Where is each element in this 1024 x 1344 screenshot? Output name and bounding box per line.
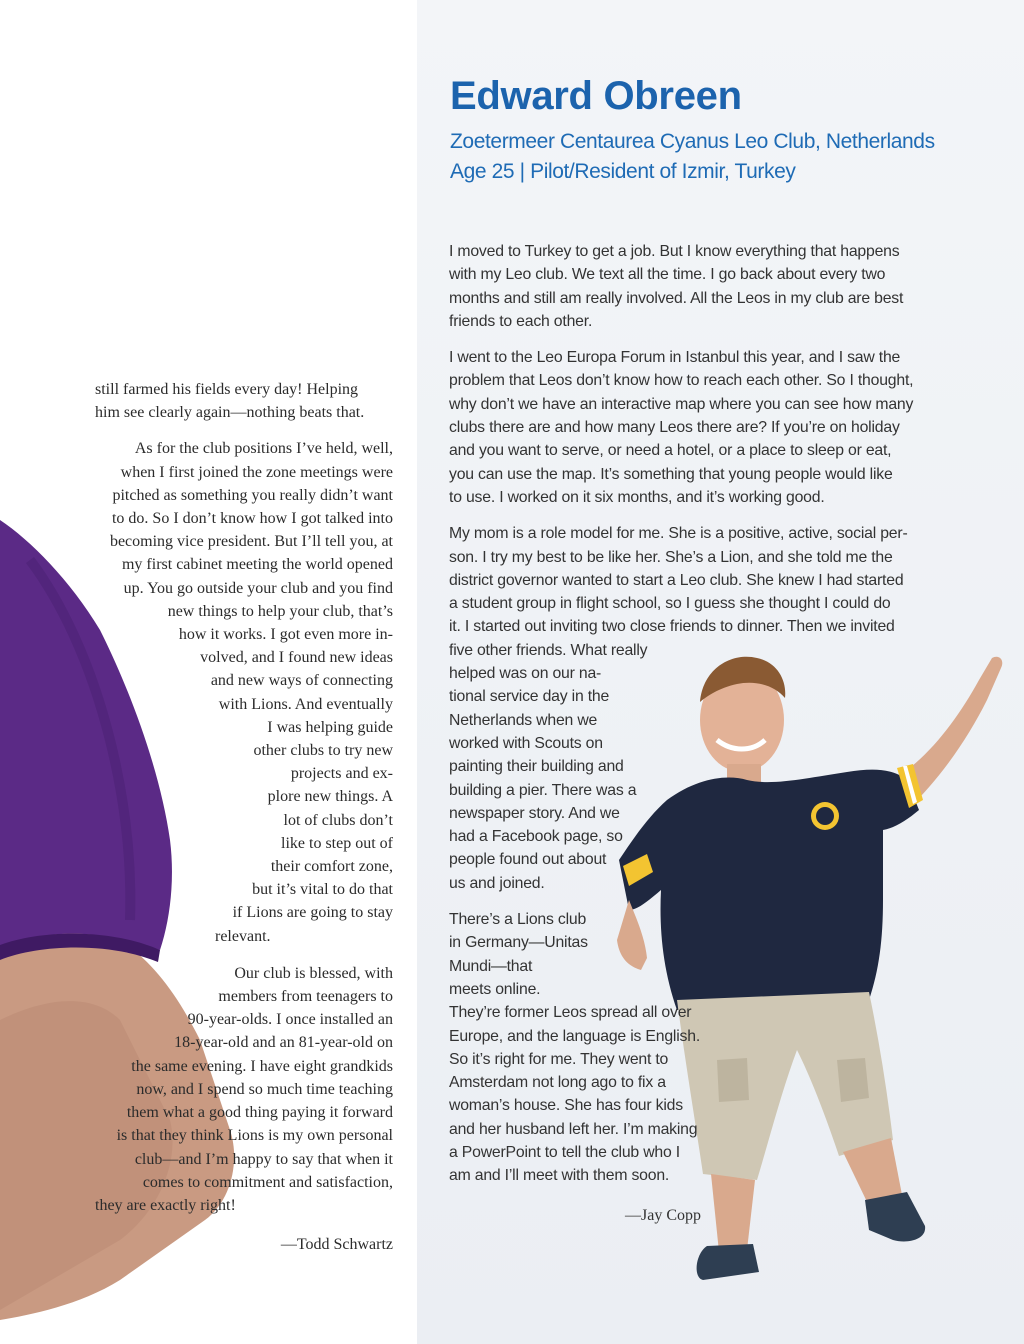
text-line: had a Facebook page, so <box>449 828 623 846</box>
text-line: district governor wanted to start a Leo club. She knew I had started <box>449 571 904 589</box>
text-line: the same evening. I have eight grandkids <box>131 1057 393 1075</box>
text-line: friends to each other. <box>449 312 593 330</box>
text-line: As for the club positions I’ve held, well, <box>134 440 393 458</box>
text-line: Netherlands when we <box>449 711 598 729</box>
text-line: So it’s right for me. They went to <box>449 1050 669 1068</box>
text-line: other clubs to try new <box>253 742 393 760</box>
left-author-signature: —Todd Schwartz <box>280 1236 393 1253</box>
text-line: I was helping guide <box>267 718 393 736</box>
text-line: it. I started out inviting two close friends to dinner. Then we invited <box>449 618 895 636</box>
left-article-body <box>95 378 393 1230</box>
text-line: newspaper story. And we <box>449 804 620 822</box>
text-line: now, and I spend so much time teaching <box>136 1080 393 1098</box>
text-line: to use. I worked on it six months, and it’s working good. <box>449 488 825 506</box>
text-line: they are exactly right! <box>95 1196 236 1214</box>
text-line: members from teenagers to <box>218 988 393 1006</box>
text-line: problem that Leos don’t know how to reach each other. So I thought, <box>449 372 914 390</box>
text-line: you can use the map. It’s something that young people would like <box>449 465 893 483</box>
text-line: Our club is blessed, with <box>234 964 393 982</box>
text-line: am and I’ll meet with them soon. <box>449 1167 670 1185</box>
left-paragraph-3 <box>95 962 393 1217</box>
text-line: new things to help your club, that’s <box>167 602 393 620</box>
text-line: comes to commitment and satisfaction, <box>142 1173 393 1191</box>
text-line: with Lions. And eventually <box>218 695 393 713</box>
text-line: my first cabinet meeting the world opened <box>121 556 393 574</box>
text-line: a student group in flight school, so I guess she thought I could do <box>449 595 891 613</box>
right-paragraph-2 <box>449 346 929 509</box>
text-line: why don’t we have an interactive map where you can see how many <box>449 395 914 413</box>
text-line: still farmed his fields every day! Helping <box>95 381 359 398</box>
text-line: meets online. <box>449 980 541 998</box>
text-line: Mundi—that <box>449 957 533 975</box>
club-subtitle: Zoetermeer Centaurea Cyanus Leo Club, Netherlands <box>450 130 935 153</box>
text-line: clubs there are and how many Leos there are? If you’re on holiday <box>449 419 900 437</box>
right-author-signature: —Jay Copp <box>625 1207 701 1224</box>
text-line: five other friends. What really <box>449 641 648 659</box>
text-line: building a pier. There was a <box>449 781 637 799</box>
text-line: I went to the Leo Europa Forum in Istanbul this year, and I saw the <box>449 349 901 367</box>
text-line: becoming vice president. But I’ll tell you, at <box>109 533 393 551</box>
right-paragraph-4 <box>449 908 929 1188</box>
text-line: if Lions are going to stay <box>232 904 393 922</box>
text-line: and you want to serve, or need a hotel, or a place to sleep or eat, <box>449 442 892 460</box>
text-line: helped was on our na- <box>449 665 602 683</box>
text-line: Amsterdam not long ago to fix a <box>449 1074 666 1092</box>
text-line: tional service day in the <box>449 688 610 706</box>
left-paragraph-2 <box>95 437 393 947</box>
text-line: My mom is a role model for me. She is a positive, active, social per- <box>449 525 908 543</box>
text-line: him see clearly again—nothing beats that. <box>95 404 365 422</box>
right-article-body <box>449 240 929 1201</box>
text-line: like to step out of <box>281 834 393 852</box>
text-line: 18-year-old and an 81-year-old on <box>174 1034 393 1052</box>
left-page <box>0 0 417 1344</box>
right-paragraph-3 <box>449 522 929 895</box>
text-line: relevant. <box>215 927 271 945</box>
text-line: to do. So I don’t know how I got talked into <box>111 510 393 528</box>
text-line: them what a good thing paying it forward <box>126 1104 393 1122</box>
text-line: in Germany—Unitas <box>449 934 588 952</box>
right-page <box>417 0 1024 1344</box>
text-line: pitched as something you really didn’t want <box>112 486 393 504</box>
text-line: volved, and I found new ideas <box>200 649 393 667</box>
text-line: worked with Scouts on <box>449 734 603 752</box>
text-line: with my Leo club. We text all the time. I go back about every two <box>449 266 886 284</box>
text-line: when I first joined the zone meetings were <box>120 463 393 481</box>
age-occupation-subtitle: Age 25 | Pilot/Resident of Izmir, Turkey <box>450 160 796 183</box>
text-line: up. You go outside your club and you find <box>123 579 393 597</box>
right-paragraph-1 <box>449 240 929 333</box>
text-line: plore new things. A <box>267 788 393 806</box>
text-line: but it’s vital to do that <box>252 881 393 899</box>
text-line: woman’s house. She has four kids <box>449 1097 683 1115</box>
text-line: club—and I’m happy to say that when it <box>134 1150 393 1168</box>
text-line: a PowerPoint to tell the club who I <box>449 1143 680 1161</box>
text-line: and new ways of connecting <box>210 672 393 690</box>
text-line: people found out about <box>449 851 607 869</box>
text-line: 90-year-olds. I once installed an <box>187 1011 393 1029</box>
text-line: They’re former Leos spread all over <box>449 1004 692 1022</box>
text-line: painting their building and <box>449 758 624 776</box>
text-line: lot of clubs don’t <box>283 811 393 829</box>
text-line: how it works. I got even more in- <box>178 626 393 644</box>
text-line: There’s a Lions club <box>449 911 587 929</box>
text-line: their comfort zone, <box>270 858 393 876</box>
text-line: projects and ex- <box>290 765 393 783</box>
text-line: and her husband left her. I’m making <box>449 1120 698 1138</box>
text-line: is that they think Lions is my own personal <box>116 1127 393 1145</box>
person-name-heading: Edward Obreen <box>450 74 742 118</box>
text-line: months and still am really involved. All the Leos in my club are best <box>449 289 904 307</box>
text-line: I moved to Turkey to get a job. But I know everything that happens <box>449 243 900 260</box>
left-paragraph-1 <box>95 378 393 424</box>
text-line: son. I try my best to be like her. She’s a Lion, and she told me the <box>449 548 893 566</box>
text-line: Europe, and the language is English. <box>449 1027 701 1045</box>
text-line: us and joined. <box>449 874 545 892</box>
